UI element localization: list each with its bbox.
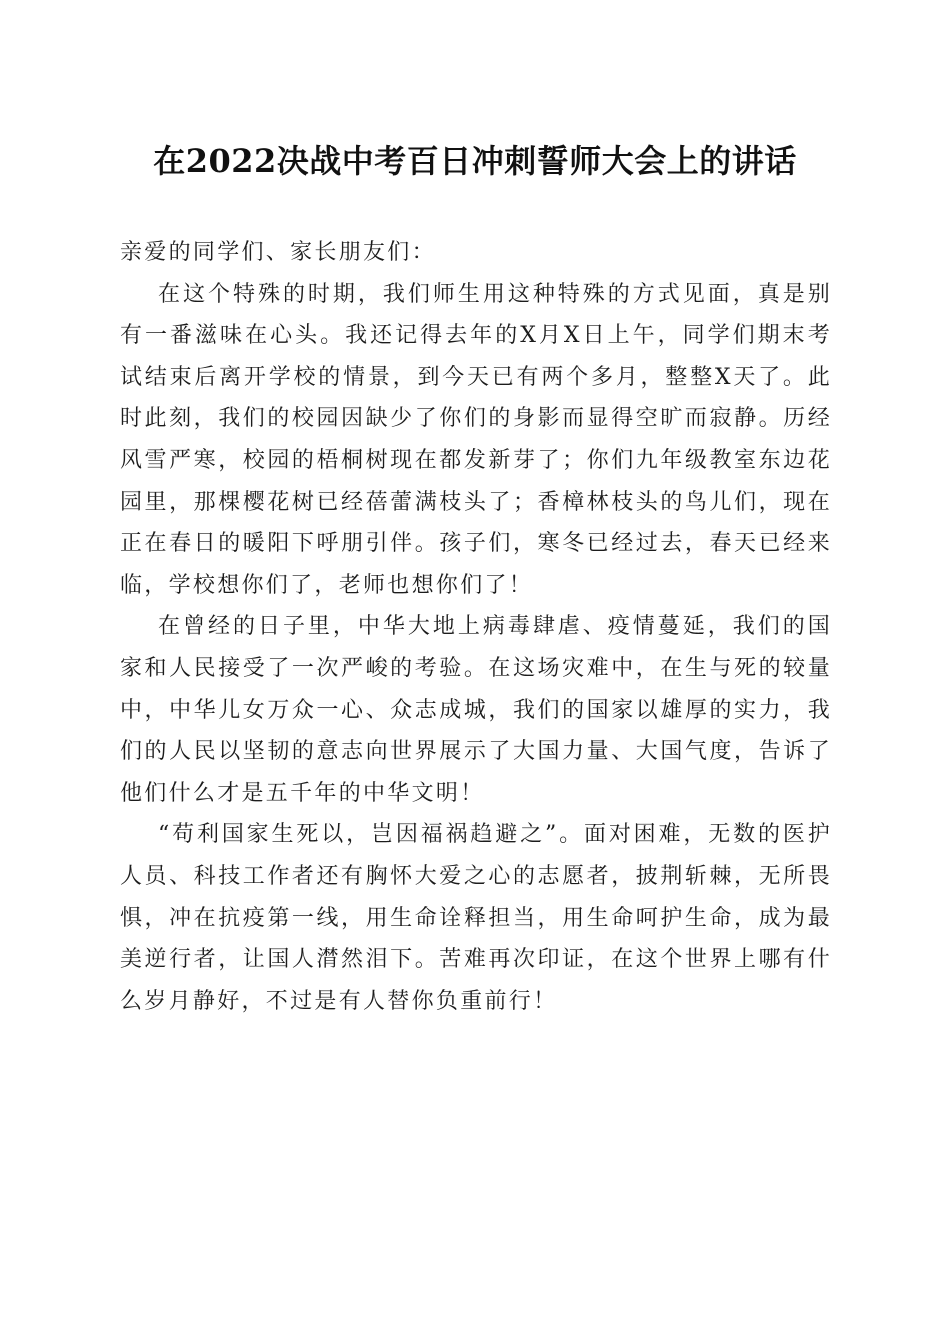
- paragraph: 在这个特殊的时期，我们师生用这种特殊的方式见面，真是别有一番滋味在心头。我还记得去年的X月X日上午，同学们期末考试结束后离开学校的情景，到今天已有两个多月，整整X天了。此时此刻，我们的校园因缺少了你们的身影而显得空旷而寂静。历经风雪严寒，校园的梧桐树现在都发新芽了；你们九年级教室东边花园里，那棵樱花树已经蓓蕾满枝头了；香樟林枝头的鸟儿们，现在正在春日的暖阳下呼朋引伴。孩子们，寒冬已经过去，春天已经来临，学校想你们了，老师也想你们了！: [120, 281, 832, 598]
- document-body: [120, 232, 832, 1022]
- paragraph: 在曾经的日子里，中华大地上病毒肆虐、疫情蔓延，我们的国家和人民接受了一次严峻的考验。在这场灾难中，在生与死的较量中，中华儿女万众一心、众志成城，我们的国家以雄厚的实力，我们的人民以坚韧的意志向世界展示了大国力量、大国气度，告诉了他们什么才是五千年的中华文明！: [120, 614, 832, 806]
- document-title: 在2022决战中考百日冲刺誓师大会上的讲话: [153, 142, 797, 180]
- salutation: 亲爱的同学们、家长朋友们：: [120, 240, 436, 265]
- paragraph: “苟利国家生死以，岂因福祸趋避之”。面对困难，无数的医护人员、科技工作者还有胸怀大爱之心的志愿者，披荆斩棘，无所畏惧，冲在抗疫第一线，用生命诠释担当，用生命呵护生命，成为最美逆行者，让国人潸然泪下。苦难再次印证，在这个世界上哪有什么岁月静好，不过是有人替你负重前行！: [120, 822, 832, 1014]
